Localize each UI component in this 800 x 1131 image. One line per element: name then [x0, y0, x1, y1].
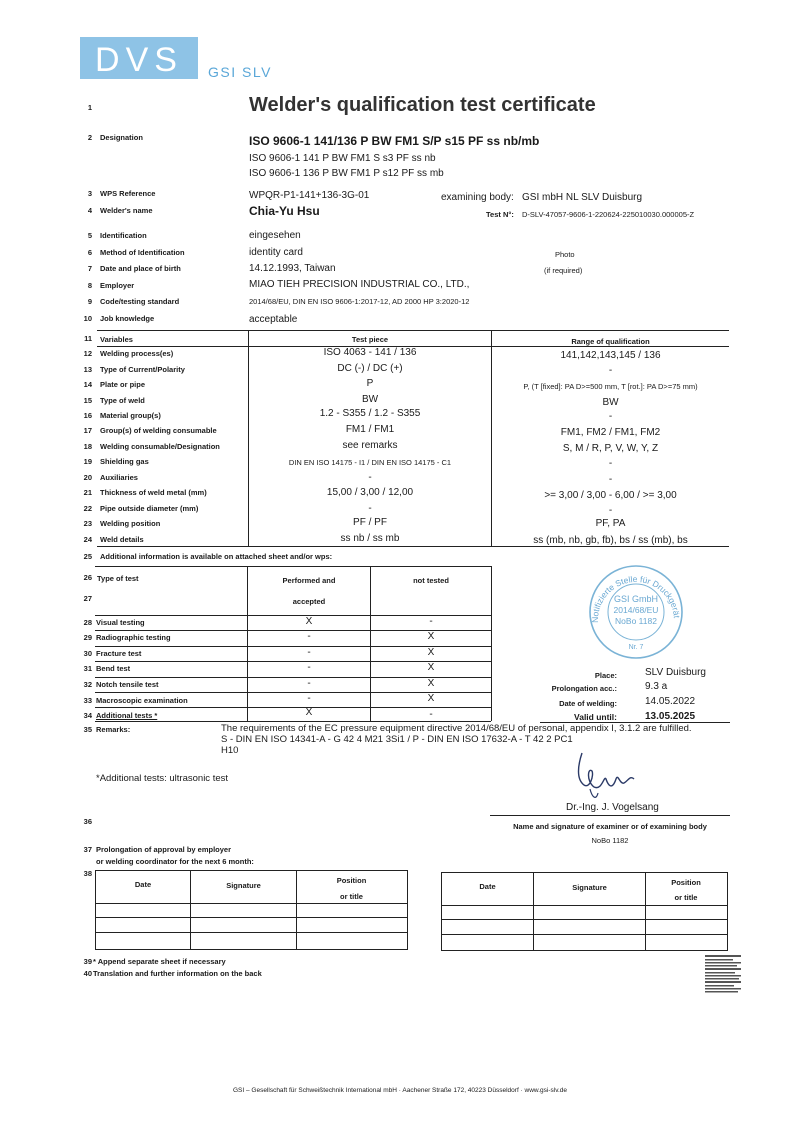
welder-value: Chia-Yu Hsu	[249, 204, 320, 218]
divider	[97, 330, 729, 331]
row-num: 25	[83, 552, 92, 561]
row-num: 40	[83, 969, 92, 978]
prolongation-value: 9.3 a	[645, 681, 668, 692]
col-variables: Variables	[100, 335, 133, 344]
col-position: Position	[336, 876, 367, 885]
method-value: identity card	[249, 247, 303, 258]
divider	[490, 815, 730, 816]
dob-label: Date and place of birth	[100, 264, 181, 273]
row-num: 1	[87, 103, 92, 112]
examiner-nobo: NoBo 1182	[591, 836, 629, 845]
photo-label: Photo	[555, 250, 575, 259]
row-num: 18	[83, 442, 92, 451]
row-num: 20	[83, 473, 92, 482]
row-num: 15	[83, 396, 92, 405]
svg-text:2014/68/EU: 2014/68/EU	[613, 605, 659, 615]
row-num: 28	[83, 618, 92, 627]
photo-required: (if required)	[544, 266, 583, 275]
examiner-name: Dr.-Ing. J. Vogelsang	[566, 802, 659, 813]
svg-text:Nr. 7: Nr. 7	[628, 644, 644, 651]
svg-text:Notifizierte Stelle für Druckg: Notifizierte Stelle für Druckgerät	[589, 573, 682, 623]
row-num: 38	[83, 869, 92, 878]
designation-sub: ISO 9606-1 136 P BW FM1 P s12 PF ss mb	[249, 168, 444, 179]
row-num: 12	[83, 349, 92, 358]
svg-text:NoBo 1182: NoBo 1182	[615, 616, 657, 626]
divider	[95, 566, 491, 567]
col-date: Date	[479, 882, 496, 891]
page-title: Welder's qualification test certificate	[249, 94, 596, 116]
performed-label: Performed and	[282, 576, 336, 585]
row-num: 23	[83, 519, 92, 528]
divider	[95, 721, 491, 722]
row-num: 7	[87, 264, 92, 273]
row-num: 33	[83, 696, 92, 705]
remarks-label: Remarks:	[96, 725, 131, 734]
ident-label: Identification	[100, 231, 147, 240]
divider	[97, 546, 729, 547]
row-num: 29	[83, 633, 92, 642]
col-signature: Signature	[572, 883, 607, 892]
testno-label: Test N°:	[486, 210, 514, 219]
svg-text:GSI GmbH: GSI GmbH	[613, 594, 659, 604]
row-num: 17	[83, 426, 92, 435]
row-num: 32	[83, 680, 92, 689]
row-num: 35	[83, 725, 92, 734]
row-num: 9	[87, 297, 92, 306]
divider	[441, 934, 727, 935]
row-num: 11	[84, 334, 92, 343]
row-num: 2	[87, 133, 92, 142]
remarks-line: H10	[221, 745, 239, 756]
job-label: Job knowledge	[100, 314, 155, 323]
place-value: SLV Duisburg	[645, 667, 706, 678]
divider	[441, 905, 727, 906]
divider	[95, 903, 407, 904]
welder-label: Welder's name	[100, 206, 153, 215]
designation-label: Designation	[100, 133, 143, 142]
examiner-caption: Name and signature of examiner or of examining body	[513, 822, 707, 831]
employer-label: Employer	[100, 281, 135, 290]
divider	[441, 919, 727, 920]
place-label: Place:	[594, 671, 617, 680]
additional-info: Additional information is available on attached sheet and/or wps:	[100, 552, 333, 561]
row-num: 27	[83, 594, 92, 603]
welding-date-value: 14.05.2022	[645, 696, 696, 707]
welding-date-label: Date of welding:	[559, 699, 617, 708]
accepted-label: accepted	[292, 597, 326, 606]
append-note: * Append separate sheet if necessary	[93, 957, 226, 966]
wps-label: WPS Reference	[100, 189, 156, 198]
divider	[95, 917, 407, 918]
employer-value: MIAO TIEH PRECISION INDUSTRIAL CO., LTD.,	[249, 279, 470, 290]
testno-value: D-SLV-47057-9606-1-220624-225010030.000005-Z	[522, 210, 695, 219]
row-num: 30	[83, 649, 92, 658]
prolongation-label: Prolongation acc.:	[551, 684, 617, 693]
row-num: 16	[83, 411, 92, 420]
row-num: 39	[83, 957, 92, 966]
not-tested-label: not tested	[413, 576, 449, 585]
document-code-icon	[705, 955, 741, 993]
type-of-test-label: Type of test	[97, 574, 139, 583]
valid-until-label: Valid until:	[574, 712, 617, 722]
col-date: Date	[134, 880, 152, 889]
row-num: 24	[83, 535, 92, 544]
translation-note: Translation and further information on the back	[93, 969, 262, 978]
remarks-line: S - DIN EN ISO 14341-A - G 42 4 M21 3Si1 / P - DIN EN ISO 17632-A - T 42 2 PC1	[221, 734, 573, 745]
col-signature: Signature	[226, 881, 261, 890]
row-num: 19	[83, 457, 92, 466]
examiner-signature	[568, 745, 648, 805]
row-num: 26	[83, 573, 92, 582]
dob-value: 14.12.1993, Taiwan	[249, 263, 336, 274]
notified-body-stamp	[586, 562, 686, 662]
row-num: 34	[83, 711, 92, 720]
row-num: 3	[87, 189, 92, 198]
designation-main: ISO 9606-1 141/136 P BW FM1 S/P s15 PF ss nb/mb	[249, 134, 540, 148]
code-value: 2014/68/EU, DIN EN ISO 9606-1:2017-12, AD 2000 HP 3:2020-12	[249, 297, 470, 306]
row-num: 10	[83, 314, 92, 323]
row-num: 22	[83, 504, 92, 513]
prolongation-heading: Prolongation of approval by employer	[96, 845, 232, 854]
row-num: 4	[87, 206, 92, 215]
col-test-piece: Test piece	[351, 335, 389, 344]
svg-text:DVS: DVS	[95, 41, 183, 79]
page-footer: GSI – Gesellschaft für Schweißtechnik International mbH · Aachener Straße 172, 40223 Düsseldorf · www.gsi-slv.de	[232, 1087, 568, 1094]
divider	[491, 566, 492, 721]
ident-value: eingesehen	[249, 230, 301, 241]
col-or-title: or title	[340, 892, 363, 901]
dvs-logo	[80, 37, 290, 87]
row-num: 21	[83, 488, 92, 497]
row-num: 5	[87, 231, 92, 240]
col-position: Position	[671, 878, 701, 887]
row-num: 36	[83, 817, 92, 826]
wps-value: WPQR-P1-141+136-3G-01	[249, 190, 370, 201]
row-num: 31	[83, 664, 92, 673]
examining-label: examining body:	[441, 192, 514, 203]
row-num: 37	[83, 845, 92, 854]
row-num: 6	[87, 248, 92, 257]
prolongation-heading: or welding coordinator for the next 6 month:	[96, 857, 254, 866]
row-num: 14	[83, 380, 92, 389]
row-num: 13	[83, 365, 92, 374]
additional-tests-note: *Additional tests: ultrasonic test	[96, 773, 229, 784]
job-value: acceptable	[249, 314, 298, 325]
designation-sub: ISO 9606-1 141 P BW FM1 S s3 PF ss nb	[249, 153, 436, 164]
col-range: Range of qualification	[571, 337, 650, 346]
code-label: Code/testing standard	[100, 297, 180, 306]
col-or-title: or title	[674, 893, 698, 902]
examining-value: GSI mbH NL SLV Duisburg	[522, 192, 643, 203]
remarks-line: The requirements of the EC pressure equipment directive 2014/68/EU of personal, appendix I, 3.1.2 are fulfilled.	[221, 723, 692, 734]
valid-until-value: 13.05.2025	[645, 711, 696, 722]
svg-text:GSI SLV: GSI SLV	[208, 64, 272, 80]
divider	[95, 932, 407, 933]
method-label: Method of Identification	[100, 248, 185, 257]
row-num: 8	[87, 281, 92, 290]
